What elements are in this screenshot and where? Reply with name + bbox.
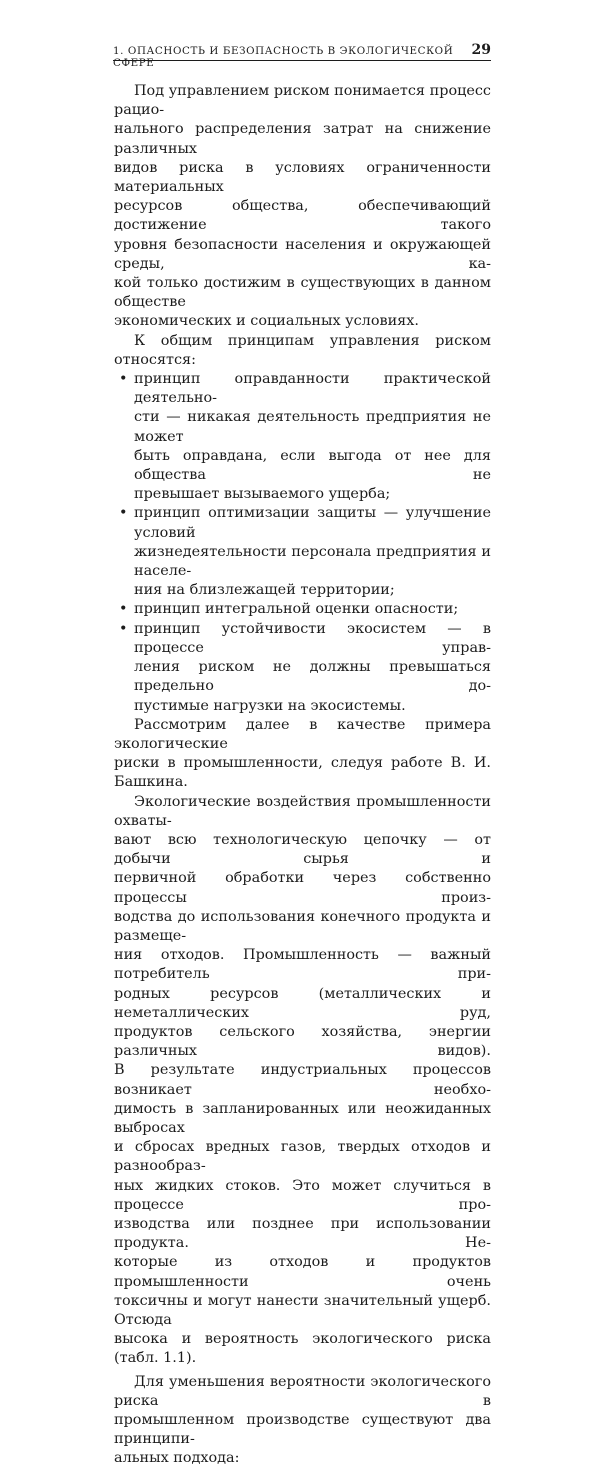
text-line: быть оправдана, если выгода от нее для общества не xyxy=(134,447,491,484)
text-line: ных жидких стоков. Это может случиться в процессе про- xyxy=(114,1177,491,1213)
text-line: принцип оправданности практической деятельно- xyxy=(134,371,491,407)
text-line: первичной обработки через собственно процессы произ- xyxy=(114,870,491,906)
paragraph-3 xyxy=(114,716,491,793)
page-number: 29 xyxy=(471,42,491,58)
text-line: водства до использования конечного продукта и размеще- xyxy=(114,908,491,944)
text-line: и сбросах вредных газов, твердых отходов и разнообраз- xyxy=(114,1139,491,1175)
text-line: уровня безопасности населения и окружающей среды, ка- xyxy=(114,236,491,272)
text-line: кой только достижим в существующих в данном обществе xyxy=(114,275,491,311)
text-line: принцип устойчивости экосистем — в процессе управ- xyxy=(134,620,491,656)
paragraph-5 xyxy=(114,1373,491,1469)
running-head xyxy=(113,42,491,69)
paragraph-2 xyxy=(114,332,491,370)
text-line: токсичны и могут нанести значительный ущерб. Отсюда xyxy=(114,1292,491,1328)
bullet-icon: • xyxy=(119,371,128,388)
list-item xyxy=(114,370,491,504)
text-line: жизнедеятельности персонала предприятия и населе- xyxy=(134,543,491,580)
bullet-icon: • xyxy=(119,620,128,637)
text-line: димость в запланированных или неожиданных выбросах xyxy=(114,1100,491,1136)
header-rule xyxy=(113,60,491,61)
list-item xyxy=(114,504,491,600)
text-line: видов риска в условиях ограниченности материальных xyxy=(114,159,491,196)
text-line: вают всю технологическую цепочку — от добычи сырья и xyxy=(114,831,491,868)
text-line: принцип оптимизации защиты — улучшение условий xyxy=(134,505,491,541)
paragraph-1 xyxy=(114,82,491,332)
text-line: экономических и социальных условиях. xyxy=(114,313,419,330)
bullet-icon: • xyxy=(119,505,128,522)
principles-list xyxy=(114,370,491,716)
text-line: ресурсов общества, обеспечивающий достижение такого xyxy=(114,198,491,234)
text-line: превышает вызываемого ущерба; xyxy=(134,486,391,503)
text-line: ления риском не должны превышаться предельно до- xyxy=(134,659,491,695)
text-line: альных подхода: xyxy=(114,1450,240,1467)
bullet-icon: • xyxy=(119,601,128,618)
text-line: риски в промышленности, следуя работе В. И. Башкина. xyxy=(114,755,491,791)
text-line: К общим принципам управления риском относятся: xyxy=(114,332,491,368)
text-line: родных ресурсов (металлических и неметаллических руд, xyxy=(114,985,491,1021)
text-line: нального распределения затрат на снижение различных xyxy=(114,121,491,157)
body-text xyxy=(114,82,491,1469)
paragraph-4 xyxy=(114,793,491,1369)
text-line: продуктов сельского хозяйства, энергии различных видов). xyxy=(114,1023,491,1060)
text-line: которые из отходов и продуктов промышленности очень xyxy=(114,1254,491,1290)
list-item xyxy=(114,600,491,619)
running-title: 1. ОПАСНОСТЬ И БЕЗОПАСНОСТЬ В ЭКОЛОГИЧЕСКОЙ СФЕРЕ xyxy=(113,45,454,69)
text-line: высока и вероятность экологического риска (табл. 1.1). xyxy=(114,1331,491,1367)
text-line: Для уменьшения вероятности экологического риска в xyxy=(114,1373,491,1409)
text-line: ния отходов. Промышленность — важный потребитель при- xyxy=(114,947,491,983)
text-line: В результате индустриальных процессов возникает необхо- xyxy=(114,1062,491,1098)
text-line: Экологические воздействия промышленности охваты- xyxy=(114,793,491,829)
text-line: промышленном производстве существуют два принципи- xyxy=(114,1412,491,1448)
list-item xyxy=(114,620,491,716)
text-line: ния на близлежащей территории; xyxy=(134,582,395,599)
text-line: Под управлением риском понимается процесс рацио- xyxy=(114,83,491,119)
text-line: принцип интегральной оценки опасности; xyxy=(134,601,459,618)
text-line: сти — никакая деятельность предприятия не может xyxy=(134,409,491,445)
text-line: пустимые нагрузки на экосистемы. xyxy=(134,697,406,714)
text-line: изводства или позднее при использовании продукта. Не- xyxy=(114,1215,491,1252)
text-line: Рассмотрим далее в качестве примера экологические xyxy=(114,716,491,752)
